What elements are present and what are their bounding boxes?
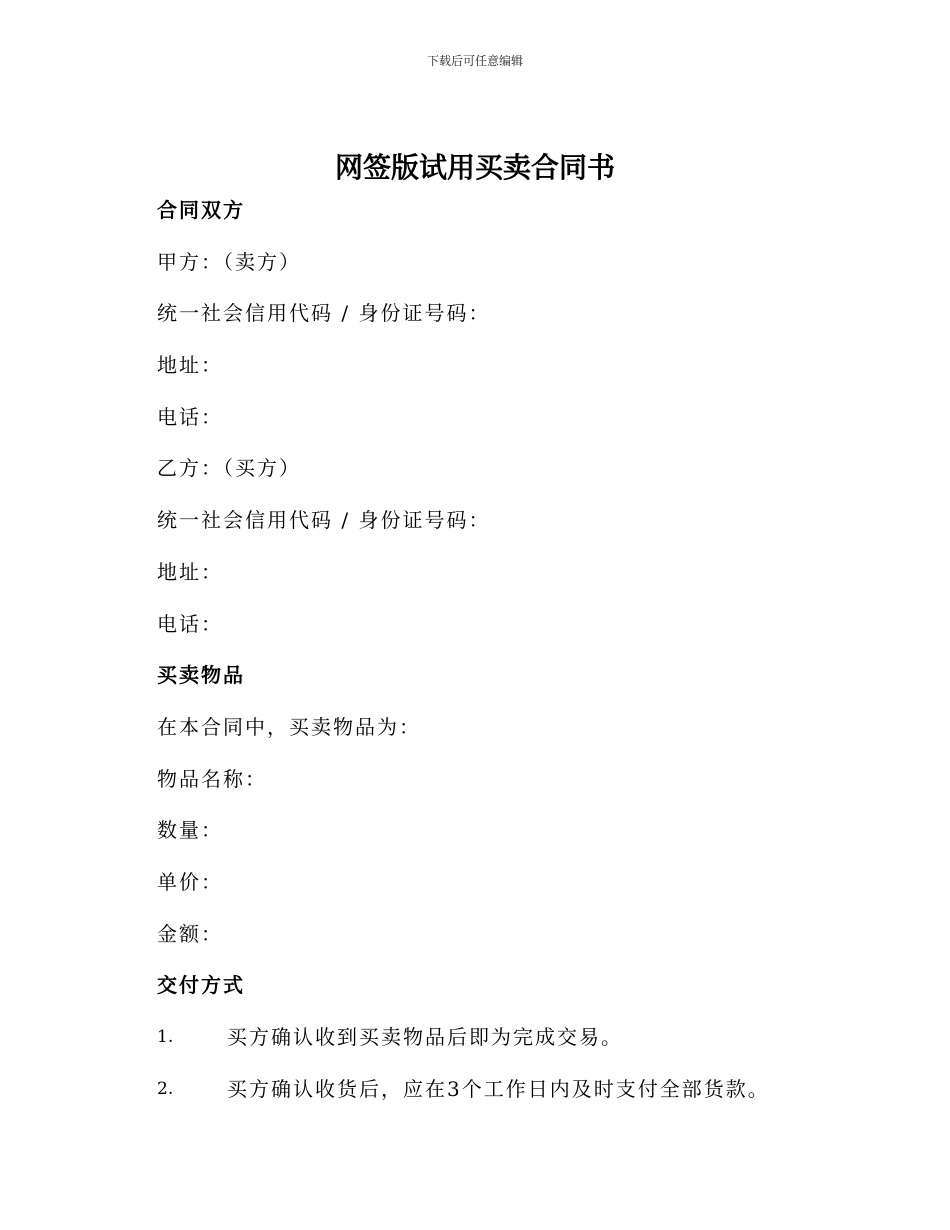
delivery-item-number: 1. <box>157 1027 174 1047</box>
party-b-address: 地址： <box>157 559 223 584</box>
delivery-item-number: 2. <box>157 1078 174 1099</box>
party-b-phone: 电话： <box>157 611 223 636</box>
goods-unit-price: 单价： <box>157 869 223 894</box>
delivery-item <box>157 1073 797 1125</box>
party-b-id-code: 统一社会信用代码 / 身份证号码： <box>157 508 491 533</box>
delivery-item <box>157 1021 797 1073</box>
document-title: 网签版试用买卖合同书 <box>334 151 615 184</box>
document-body <box>157 194 797 1124</box>
party-a-address: 地址： <box>157 353 223 378</box>
party-b-label: 乙方：（买方） <box>157 456 301 481</box>
goods-amount: 金额： <box>157 921 223 946</box>
goods-intro: 在本合同中，买卖物品为： <box>157 714 421 739</box>
goods-name: 物品名称： <box>157 766 267 791</box>
section-heading-delivery: 交付方式 <box>157 973 245 998</box>
party-a-phone: 电话： <box>157 404 223 429</box>
party-a-id-code: 统一社会信用代码 / 身份证号码： <box>157 301 491 326</box>
section-heading-parties: 合同双方 <box>157 198 245 222</box>
goods-quantity: 数量： <box>157 818 223 843</box>
section-heading-goods: 买卖物品 <box>157 663 245 688</box>
party-a-label: 甲方：（卖方） <box>157 249 301 274</box>
page-header-note: 下载后可任意编辑 <box>426 54 523 68</box>
delivery-item-text: 买方确认收货后，应在3个工作日内及时支付全部货款。 <box>227 1076 770 1101</box>
delivery-item-text: 买方确认收到买卖物品后即为完成交易。 <box>227 1025 623 1049</box>
